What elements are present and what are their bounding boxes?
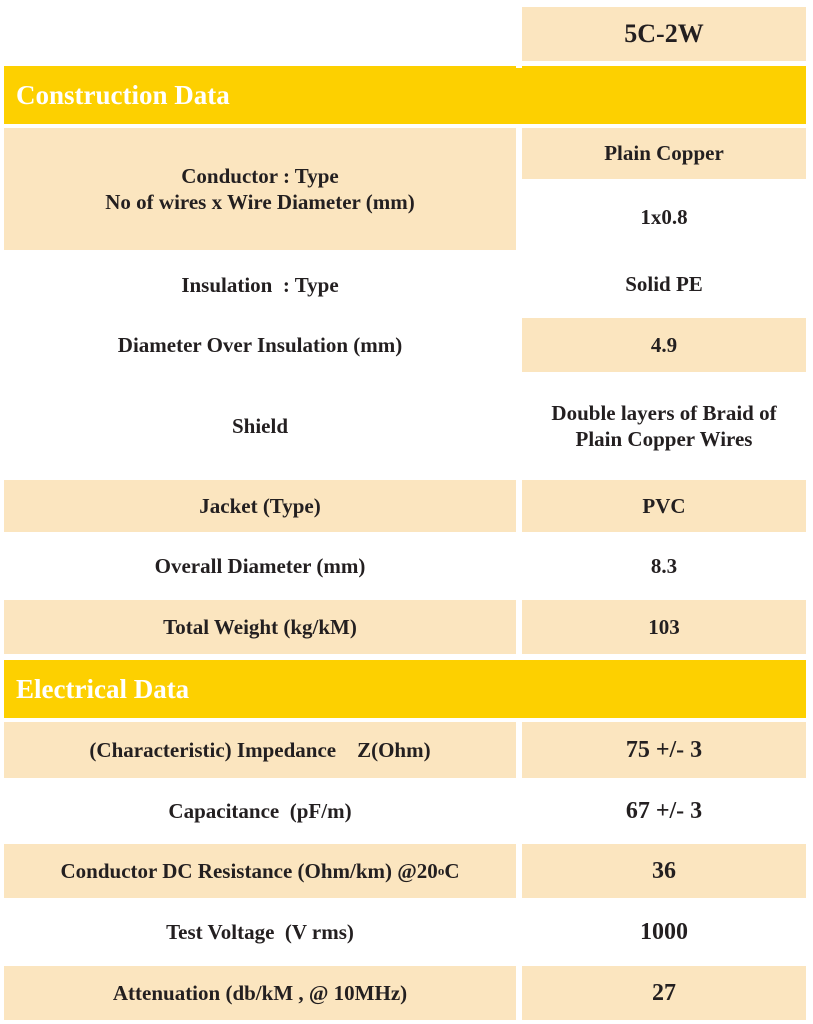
jacket-label: Jacket (Type) (4, 480, 516, 532)
conductor-wires-label: No of wires x Wire Diameter (mm) (105, 190, 415, 214)
insulation-value: Solid PE (625, 271, 703, 296)
insulation-label: Insulation : Type (181, 272, 339, 297)
conductor-wires-value: 1x0.8 (640, 205, 688, 230)
impedance-value: 75 +/- 3 (522, 722, 806, 778)
test-voltage-value: 1000 (640, 919, 688, 945)
conductor-type-label: Conductor : Type (181, 163, 339, 188)
shield-value-line1: Double layers of Braid of (551, 400, 777, 425)
product-name: 5C-2W (522, 7, 806, 61)
total-weight-label: Total Weight (kg/kM) (4, 600, 516, 654)
total-weight-value: 103 (522, 600, 806, 654)
diameter-over-insulation-label: Diameter Over Insulation (mm) (117, 332, 403, 357)
conductor-type-value: Plain Copper (522, 128, 806, 179)
dc-resistance-label-text: Conductor DC Resistance (Ohm/km) @20 (60, 858, 438, 883)
test-voltage-label: Test Voltage (V rms) (166, 919, 354, 944)
electrical-heading: Electrical Data (4, 660, 806, 718)
diameter-over-insulation-value: 4.9 (522, 318, 806, 372)
construction-heading: Construction Data (4, 66, 806, 124)
capacitance-label: Capacitance (pF/m) (168, 798, 352, 823)
capacitance-value: 67 +/- 3 (625, 798, 703, 824)
impedance-label: (Characteristic) Impedance Z(Ohm) (4, 722, 516, 778)
attenuation-label: Attenuation (db/kM , @ 10MHz) (4, 966, 516, 1020)
conductor-label (4, 128, 516, 250)
shield-label: Shield (231, 413, 289, 438)
attenuation-value: 27 (522, 966, 806, 1020)
overall-diameter-value: 8.3 (650, 553, 678, 578)
shield-value (522, 378, 806, 474)
dc-resistance-label: Conductor DC Resistance (Ohm/km) @20 o C (4, 844, 516, 898)
band-gap (516, 64, 522, 68)
overall-diameter-label: Overall Diameter (mm) (154, 553, 366, 578)
jacket-value: PVC (522, 480, 806, 532)
dc-resistance-unit: C (444, 858, 460, 883)
shield-value-line2: Plain Copper Wires (575, 427, 753, 451)
dc-resistance-value: 36 (522, 844, 806, 898)
